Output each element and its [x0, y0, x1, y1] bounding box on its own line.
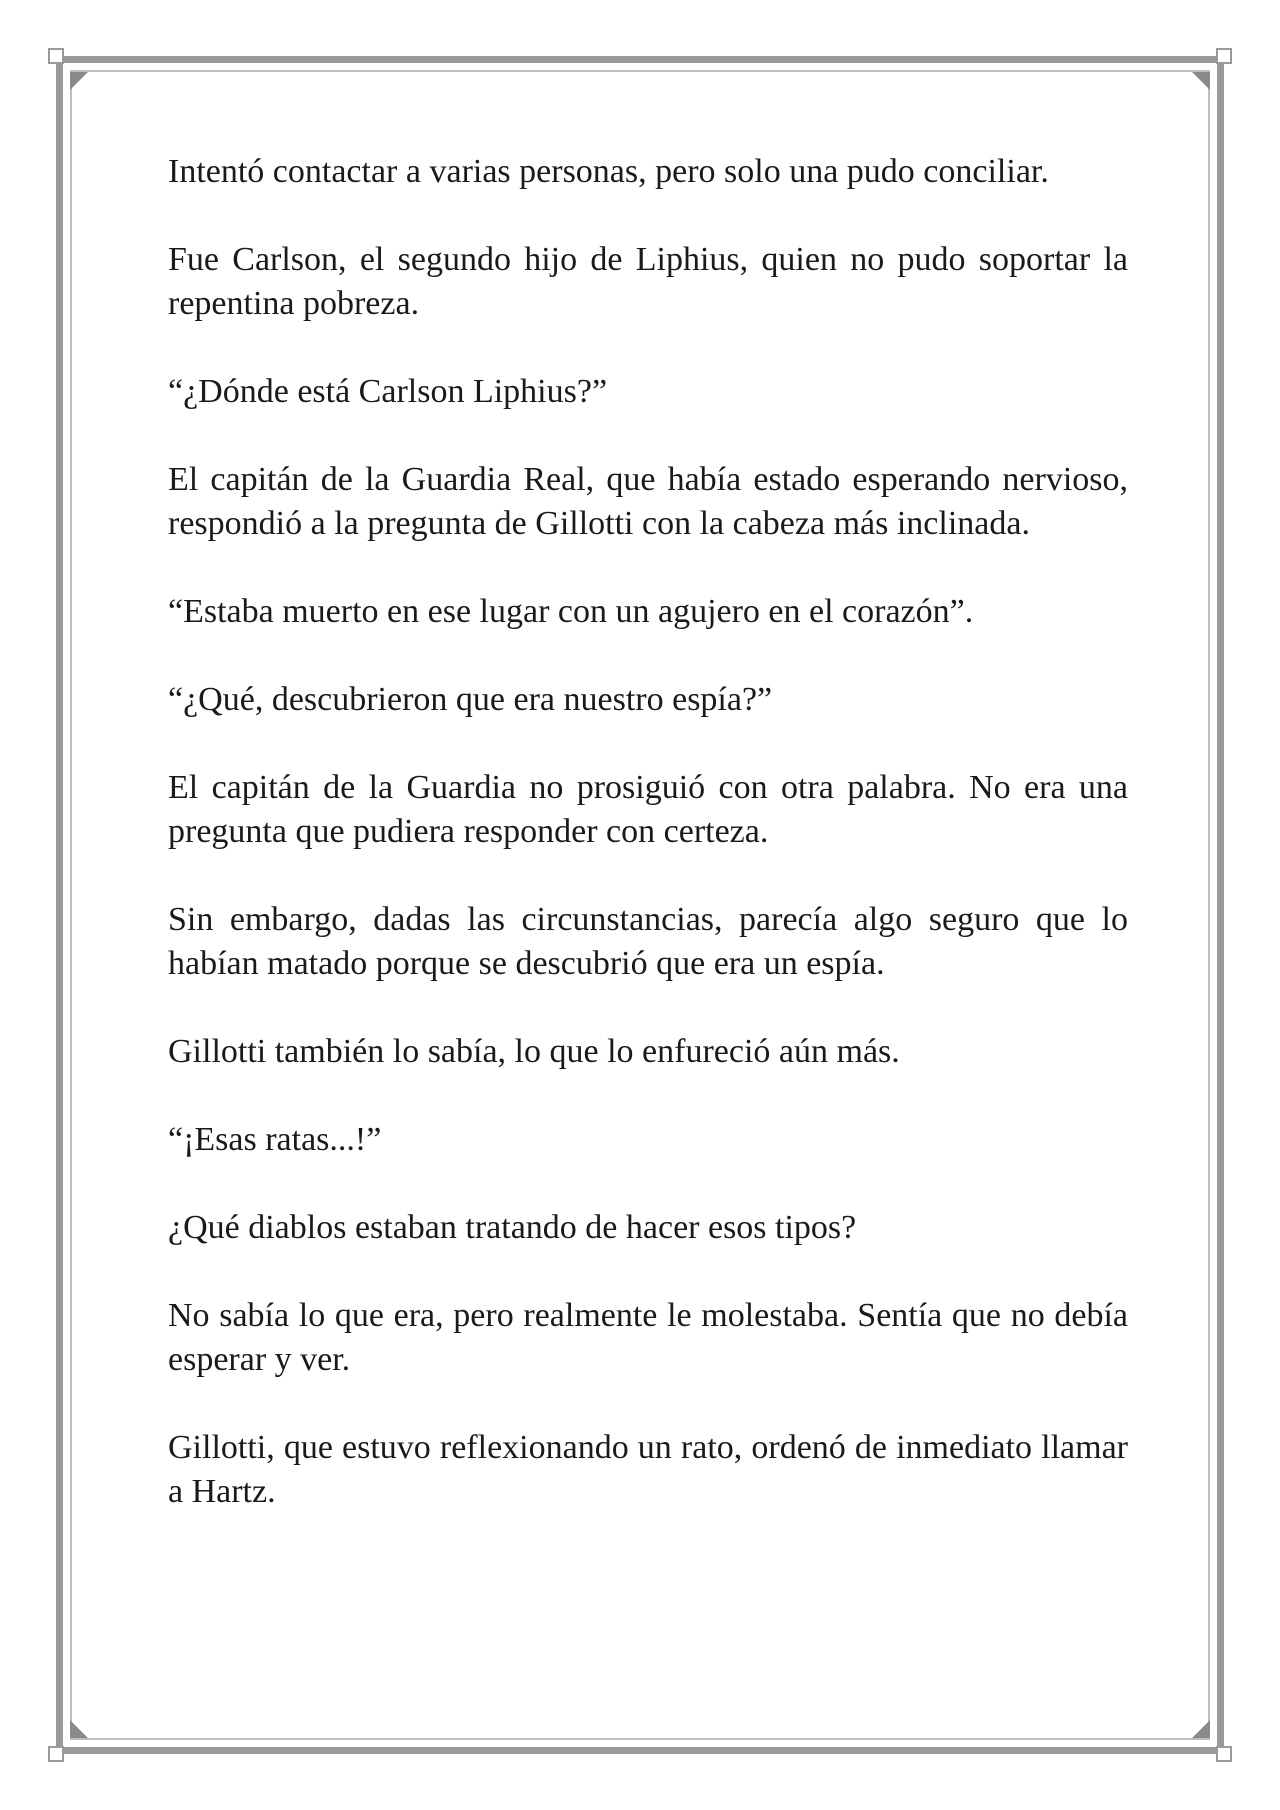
paragraph: Gillotti también lo sabía, lo que lo enfureció aún más. [168, 1033, 900, 1070]
paragraph: “¿Qué, descubrieron que era nuestro espía?” [168, 681, 773, 718]
corner-ornament-top-left [48, 48, 64, 64]
paragraph: El capitán de la Guardia Real, que había estado esperando nervioso, respondió a la pregunta de Gillotti con la cabeza más inclinada. [168, 461, 1128, 542]
paragraph: Intentó contactar a varias personas, pero solo una pudo conciliar. [168, 153, 1049, 190]
paragraph: “¿Dónde está Carlson Liphius?” [168, 373, 608, 410]
corner-triangle-bottom-left [70, 1720, 88, 1738]
corner-ornament-bottom-left [48, 1746, 64, 1762]
paragraph: “¡Esas ratas...!” [168, 1121, 382, 1158]
document-body [168, 150, 1128, 1558]
corner-ornament-bottom-right [1216, 1746, 1232, 1762]
corner-triangle-top-right [1192, 72, 1210, 90]
paragraph: “Estaba muerto en ese lugar con un agujero en el corazón”. [168, 593, 974, 630]
corner-triangle-bottom-right [1192, 1720, 1210, 1738]
paragraph: Sin embargo, dadas las circunstancias, parecía algo seguro que lo habían matado porque se descubrió que era un espía. [168, 901, 1128, 982]
paragraph: ¿Qué diablos estaban tratando de hacer esos tipos? [168, 1209, 857, 1246]
paragraph: Gillotti, que estuvo reflexionando un rato, ordenó de inmediato llamar a Hartz. [168, 1429, 1128, 1510]
paragraph: El capitán de la Guardia no prosiguió con otra palabra. No era una pregunta que pudiera responder con certeza. [168, 769, 1128, 850]
paragraph: No sabía lo que era, pero realmente le molestaba. Sentía que no debía esperar y ver. [168, 1297, 1128, 1378]
paragraph: Fue Carlson, el segundo hijo de Liphius, quien no pudo soportar la repentina pobreza. [168, 241, 1128, 322]
corner-triangle-top-left [70, 72, 88, 90]
corner-ornament-top-right [1216, 48, 1232, 64]
